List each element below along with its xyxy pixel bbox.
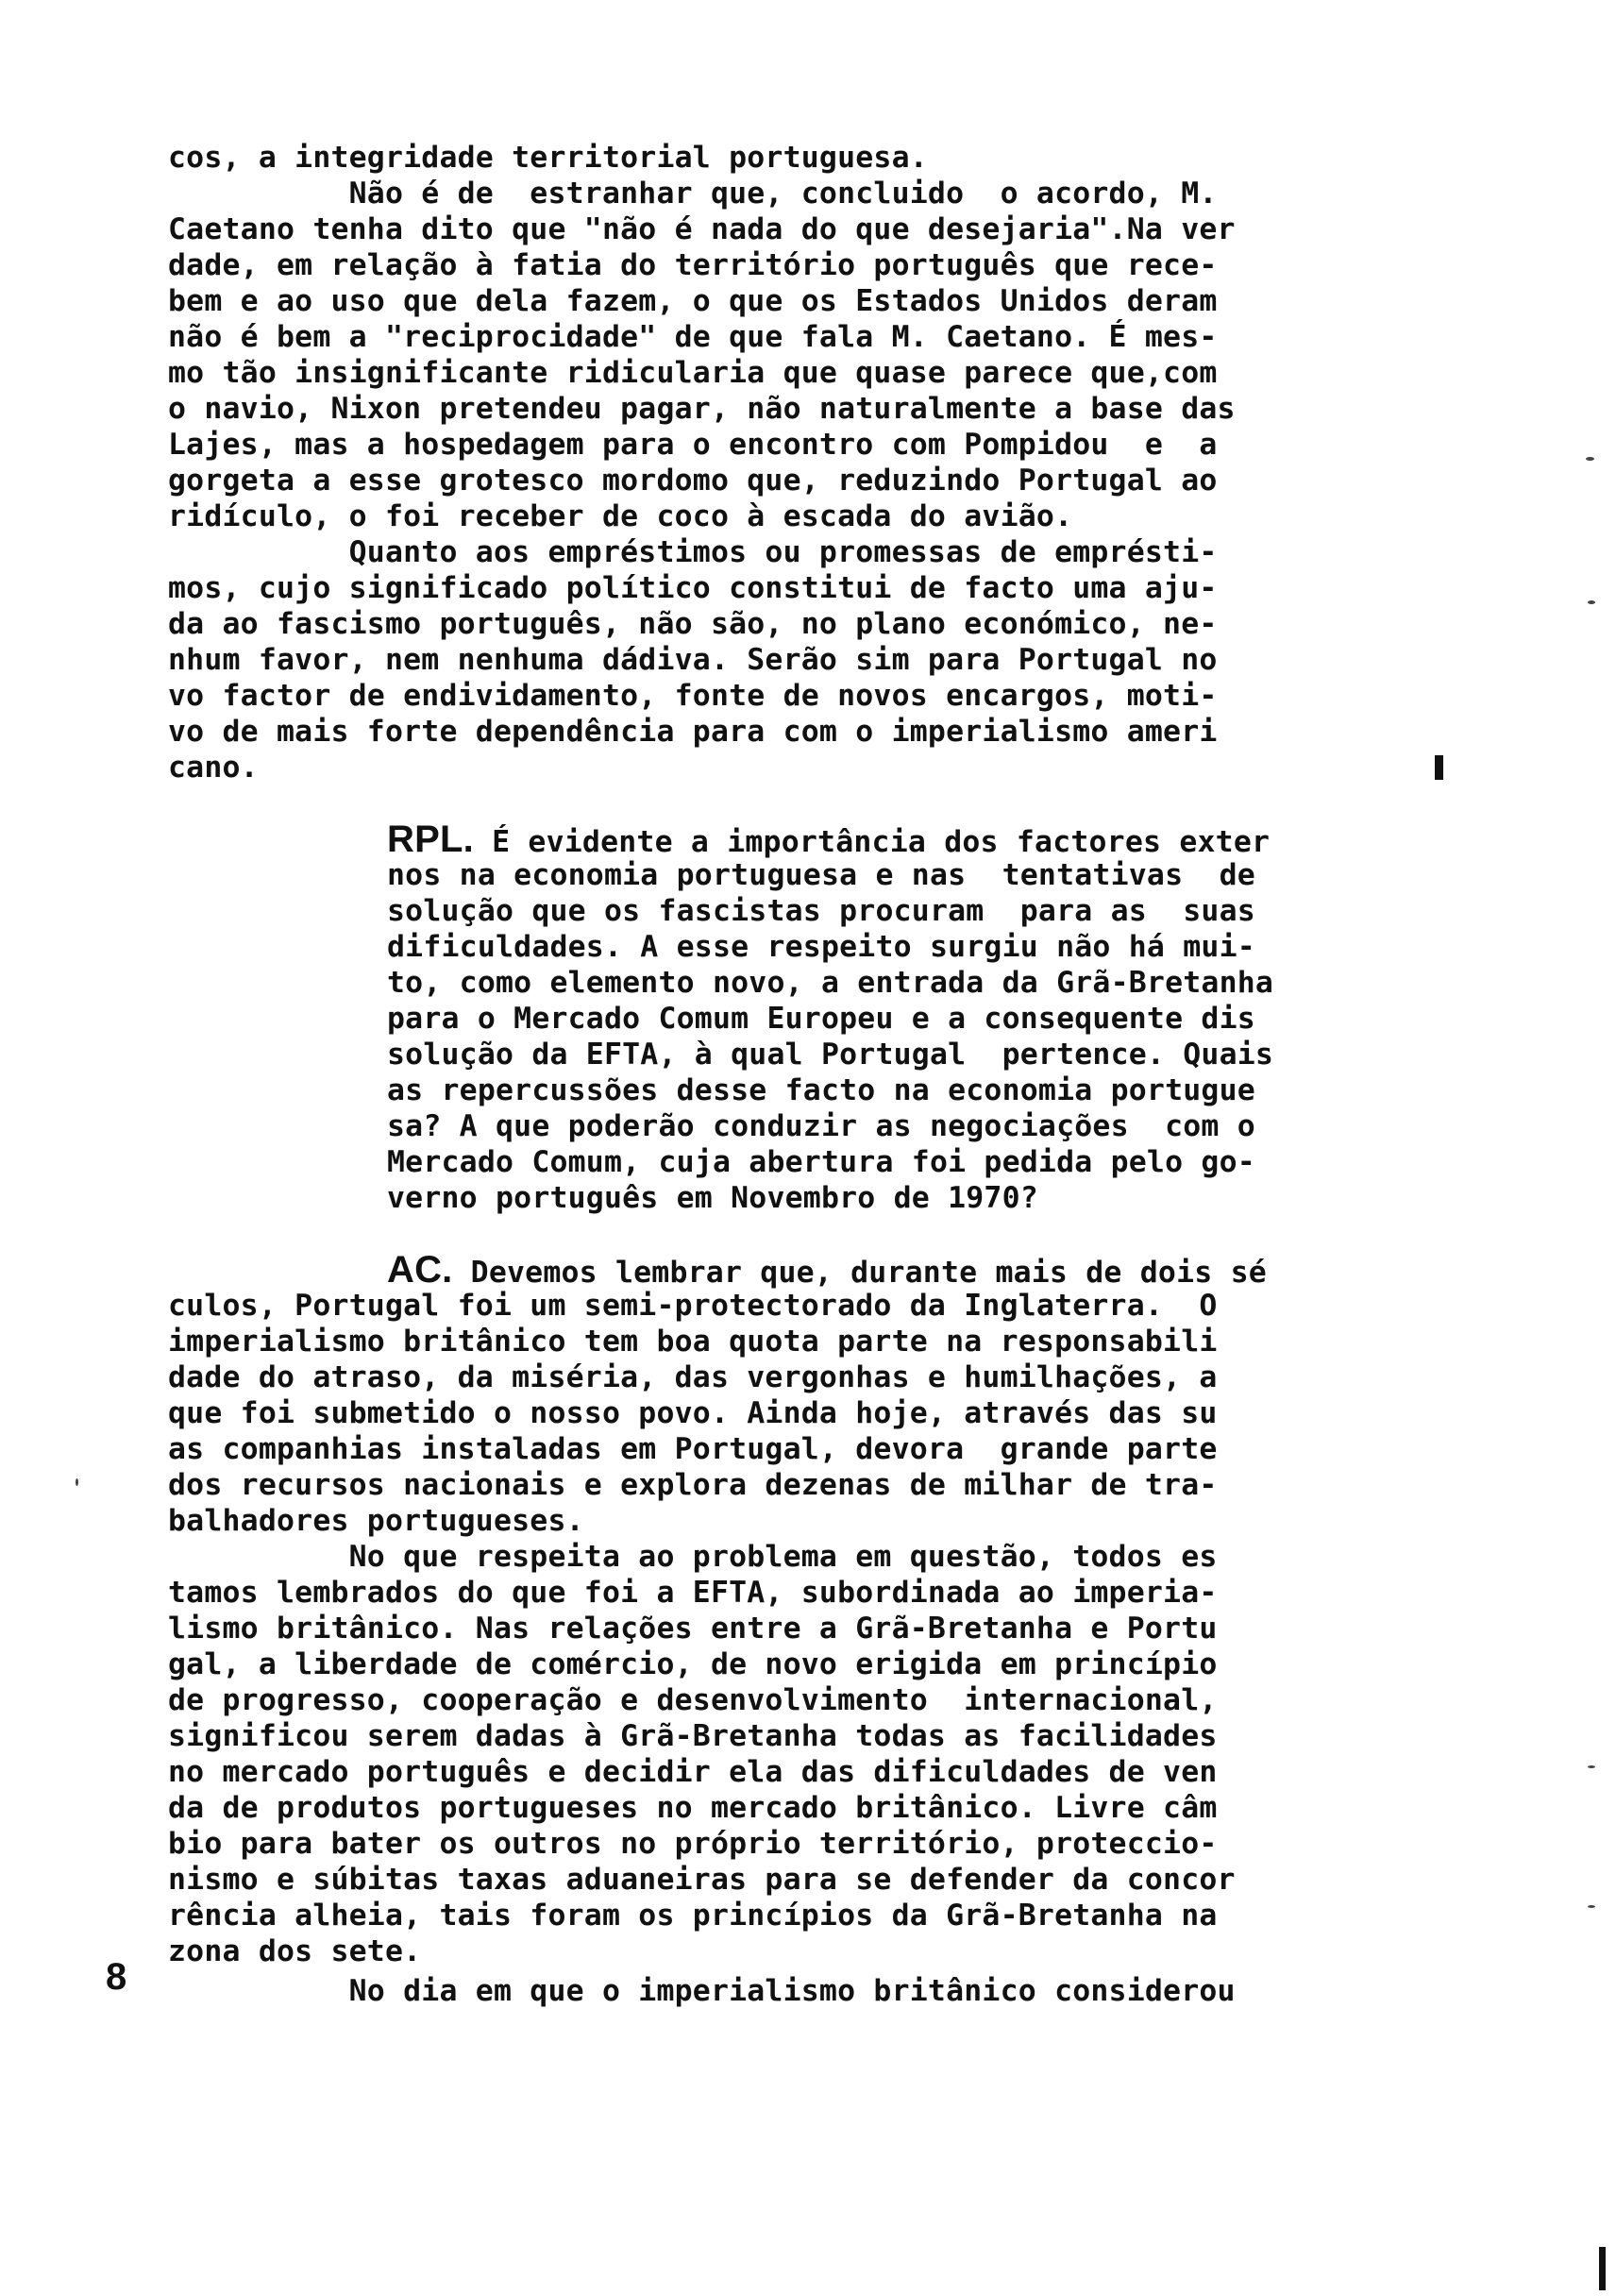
text-line: dade do atraso, da miséria, das vergonhas e humilhações, a xyxy=(168,1360,1218,1394)
scan-speck xyxy=(1588,1765,1595,1768)
text-line: ridículo, o foi receber de coco à escada do avião. xyxy=(168,499,1073,533)
text-line: da de produtos portugueses no mercado britânico. Livre câm xyxy=(168,1791,1218,1825)
text-line: vo de mais forte dependência para com o imperialismo ameri xyxy=(168,715,1218,749)
text-line: não é bem a "reciprocidade" de que fala M. Caetano. É mes- xyxy=(168,320,1218,354)
text-line: balhadores portugueses. xyxy=(168,1504,584,1538)
scan-speck xyxy=(1588,1905,1595,1908)
text-line: nismo e súbitas taxas aduaneiras para se defender da concor xyxy=(168,1863,1236,1897)
text-line: o navio, Nixon pretendeu pagar, não naturalmente a base das xyxy=(168,392,1236,426)
text-line: Lajes, mas a hospedagem para o encontro com Pompidou e a xyxy=(168,428,1218,462)
text-line: tamos lembrados do que foi a EFTA, subordinada ao imperia- xyxy=(168,1576,1218,1610)
speaker-rpl: RPL. xyxy=(387,819,474,860)
text-line: rência alheia, tais foram os princípios da Grã-Bretanha na xyxy=(168,1899,1218,1933)
text-line: para o Mercado Comum Europeu e a consequente dis xyxy=(387,1002,1255,1036)
text-line: de progresso, cooperação e desenvolvimento internacional, xyxy=(168,1683,1218,1717)
text-line: solução que os fascistas procuram para as suas xyxy=(387,894,1255,928)
text-line: gal, a liberdade de comércio, de novo erigida em princípio xyxy=(168,1647,1218,1681)
scan-speck xyxy=(76,1478,78,1486)
text-line: mo tão insignificante ridicularia que quase parece que,com xyxy=(168,356,1218,390)
text-line: zona dos sete. xyxy=(168,1934,422,1968)
text-line: imperialismo britânico tem boa quota parte na responsabili xyxy=(168,1325,1218,1359)
text-line: dificuldades. A esse respeito surgiu não há mui- xyxy=(387,930,1255,964)
text-line: gorgeta a esse grotesco mordomo que, reduzindo Portugal ao xyxy=(168,464,1218,498)
text-line: mos, cujo significado político constitui de facto uma aju- xyxy=(168,571,1218,605)
text-line: nos na economia portuguesa e nas tentativas de xyxy=(387,858,1255,892)
text-line: bem e ao uso que dela fazem, o que os Estados Unidos deram xyxy=(168,284,1218,318)
end-mark xyxy=(1435,755,1443,780)
text-line: lismo britânico. Nas relações entre a Grã-Bretanha e Portu xyxy=(168,1612,1218,1646)
text-line: cos, a integridade territorial portuguesa. xyxy=(168,141,928,175)
text-line: to, como elemento novo, a entrada da Grã-Bretanha xyxy=(387,966,1274,1000)
text-line: Caetano tenha dito que "não é nada do que desejaria".Na ver xyxy=(168,212,1236,246)
text-line: sa? A que poderão conduzir as negociações com o xyxy=(387,1109,1255,1143)
speaker-ac: AC. xyxy=(387,1249,453,1291)
scan-speck xyxy=(1588,600,1595,604)
text-line: no mercado português e decidir ela das dificuldades de ven xyxy=(168,1755,1218,1789)
text-line: Devemos lembrar que, durante mais de dois sé xyxy=(452,1256,1267,1290)
answer-first-line xyxy=(387,1249,1267,1291)
scan-edge-mark xyxy=(1599,2247,1606,2290)
text-line: da ao fascismo português, não são, no plano económico, ne- xyxy=(168,607,1218,641)
text-line: as companhias instaladas em Portugal, devora grande parte xyxy=(168,1432,1218,1466)
text-line: as repercussões desse facto na economia portugue xyxy=(387,1073,1255,1107)
text-line: nhum favor, nem nenhuma dádiva. Serão sim para Portugal no xyxy=(168,643,1218,677)
text-line: No que respeita ao problema em questão, todos es xyxy=(168,1540,1218,1574)
text-line: cano. xyxy=(168,751,259,785)
text-line: Não é de estranhar que, concluido o acordo, M. xyxy=(168,177,1218,211)
text-line: É evidente a importância dos factores exter xyxy=(473,825,1271,859)
text-line: bio para bater os outros no próprio território, proteccio- xyxy=(168,1827,1218,1861)
text-line: significou serem dadas à Grã-Bretanha todas as facilidades xyxy=(168,1719,1218,1753)
text-line: vo factor de endividamento, fonte de novos encargos, moti- xyxy=(168,679,1218,713)
page-number: 8 xyxy=(106,1956,127,1998)
text-line: verno português em Novembro de 1970? xyxy=(387,1181,1038,1215)
text-line: Quanto aos empréstimos ou promessas de emprésti- xyxy=(168,535,1218,569)
text-line: que foi submetido o nosso povo. Ainda hoje, através das su xyxy=(168,1396,1218,1430)
scan-speck xyxy=(1586,457,1594,461)
question-first-line xyxy=(387,821,1270,860)
text-line: culos, Portugal foi um semi-protectorado da Inglaterra. O xyxy=(168,1289,1218,1323)
text-line: Mercado Comum, cuja abertura foi pedida pelo go- xyxy=(387,1145,1255,1179)
text-line: No dia em que o imperialismo britânico considerou xyxy=(168,1974,1236,2008)
text-line: dade, em relação à fatia do território português que rece- xyxy=(168,248,1218,282)
text-line: dos recursos nacionais e explora dezenas de milhar de tra- xyxy=(168,1468,1218,1502)
text-line: solução da EFTA, à qual Portugal pertence. Quais xyxy=(387,1038,1274,1072)
